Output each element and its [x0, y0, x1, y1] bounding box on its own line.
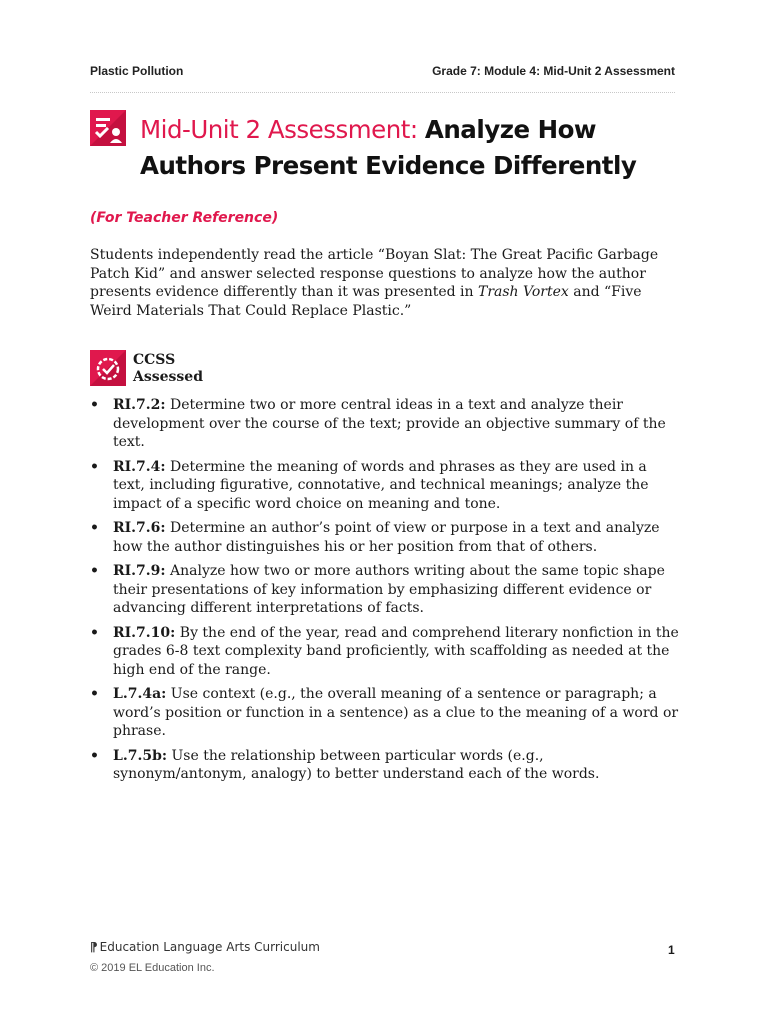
- standard-code: L.7.4a:: [113, 686, 167, 702]
- standard-text: Use context (e.g., the overall meaning of a sentence or paragraph; a word’s position or function in a sentence) as a clue to the meaning of a word or phrase.: [113, 686, 679, 739]
- ccss-label-line1: CCSS: [133, 352, 176, 368]
- intro-text-1: Students independently read the article “Boyan Slat: The Great Pacific Garbage Patch Kid” and answer selected response questions to analyze how the author presents evidence differently than it was presented in: [90, 247, 659, 300]
- intro-italic-title: Trash Vortex: [478, 284, 569, 300]
- page-title: [140, 112, 700, 184]
- standard-code: RI.7.4:: [113, 458, 166, 475]
- ccss-assessed-label: [133, 352, 253, 386]
- footer-logo: [90, 940, 320, 954]
- list-item: • RI.7.4: Determine the meaning of words and phrases as they are used in a text, including figurative, connotative, and technical meanings; analyze the impact of a specific word choice on meaning and tone.: [90, 458, 649, 512]
- standard-text: Use the relationship between particular words (e.g., synonym/antonym, analogy) to better understand each of the words.: [113, 747, 600, 782]
- standard-code: RI.7.10:: [113, 624, 176, 641]
- title-accent: Mid-Unit 2 Assessment:: [140, 115, 418, 144]
- ccss-badge-icon: [90, 350, 126, 386]
- header-unit-label: Grade 7: Module 4: Mid-Unit 2 Assessment: [432, 64, 675, 78]
- list-item: • RI.7.9: Analyze how two or more authors writing about the same topic shape their presentations of key information by emphasizing different evidence or advancing different interpretations of facts.: [90, 563, 665, 616]
- page-number: 1: [668, 943, 675, 957]
- intro-paragraph: [90, 246, 680, 320]
- title-main: Analyze How Authors Present Evidence Differently: [140, 115, 637, 180]
- page-header: [90, 62, 675, 93]
- list-item: • RI.7.6: Determine an author’s point of view or purpose in a text and analyze how the author distinguishes his or her position from that of others.: [90, 520, 660, 555]
- el-logo-icon: ⁋: [90, 940, 98, 954]
- header-module-title: Plastic Pollution: [90, 64, 184, 78]
- teacher-reference-label: (For Teacher Reference): [90, 210, 279, 226]
- standards-list: [90, 396, 680, 790]
- standard-text: Determine two or more central ideas in a text and analyze their development over the course of the text; provide an objective summary of the text.: [113, 397, 666, 450]
- list-item: • RI.7.10: By the end of the year, read and comprehend literary nonfiction in the grades 6-8 text complexity band proficiently, with scaffolding as needed at the high end of the range.: [90, 624, 679, 678]
- standard-text: Determine an author’s point of view or purpose in a text and analyze how the author distinguishes his or her position from that of others.: [113, 520, 660, 555]
- ccss-label-line2: Assessed: [133, 369, 203, 385]
- assessment-icon: [90, 110, 126, 146]
- standard-text: Analyze how two or more authors writing about the same topic shape their presentations of key information by emphasizing different evidence or advancing different interpretations of facts.: [113, 563, 665, 616]
- standard-text: Determine the meaning of words and phrases as they are used in a text, including figurative, connotative, and technical meanings; analyze the impact of a specific word choice on meaning and tone.: [113, 458, 649, 512]
- list-item: • L.7.5b: Use the relationship between particular words (e.g., synonym/antonym, analogy) to better understand each of the words.: [90, 747, 600, 782]
- footer-logo-text: Education Language Arts Curriculum: [99, 940, 320, 954]
- standard-code: L.7.5b:: [113, 747, 168, 764]
- standard-code: RI.7.6:: [113, 520, 166, 536]
- standard-code: RI.7.2:: [113, 397, 166, 413]
- list-item: • L.7.4a: Use context (e.g., the overall meaning of a sentence or paragraph; a word’s position or function in a sentence) as a clue to the meaning of a word or phrase.: [90, 686, 679, 739]
- intro-text-2: and “Five Weird Materials That Could Replace Plastic.”: [90, 284, 642, 319]
- standard-code: RI.7.9:: [113, 563, 166, 579]
- list-item: • RI.7.2: Determine two or more central ideas in a text and analyze their development over the course of the text; provide an objective summary of the text.: [90, 397, 666, 450]
- standard-text: By the end of the year, read and comprehend literary nonfiction in the grades 6-8 text complexity band proficiently, with scaffolding as needed at the high end of the range.: [113, 624, 679, 678]
- footer-copyright: © 2019 EL Education Inc.: [90, 962, 215, 974]
